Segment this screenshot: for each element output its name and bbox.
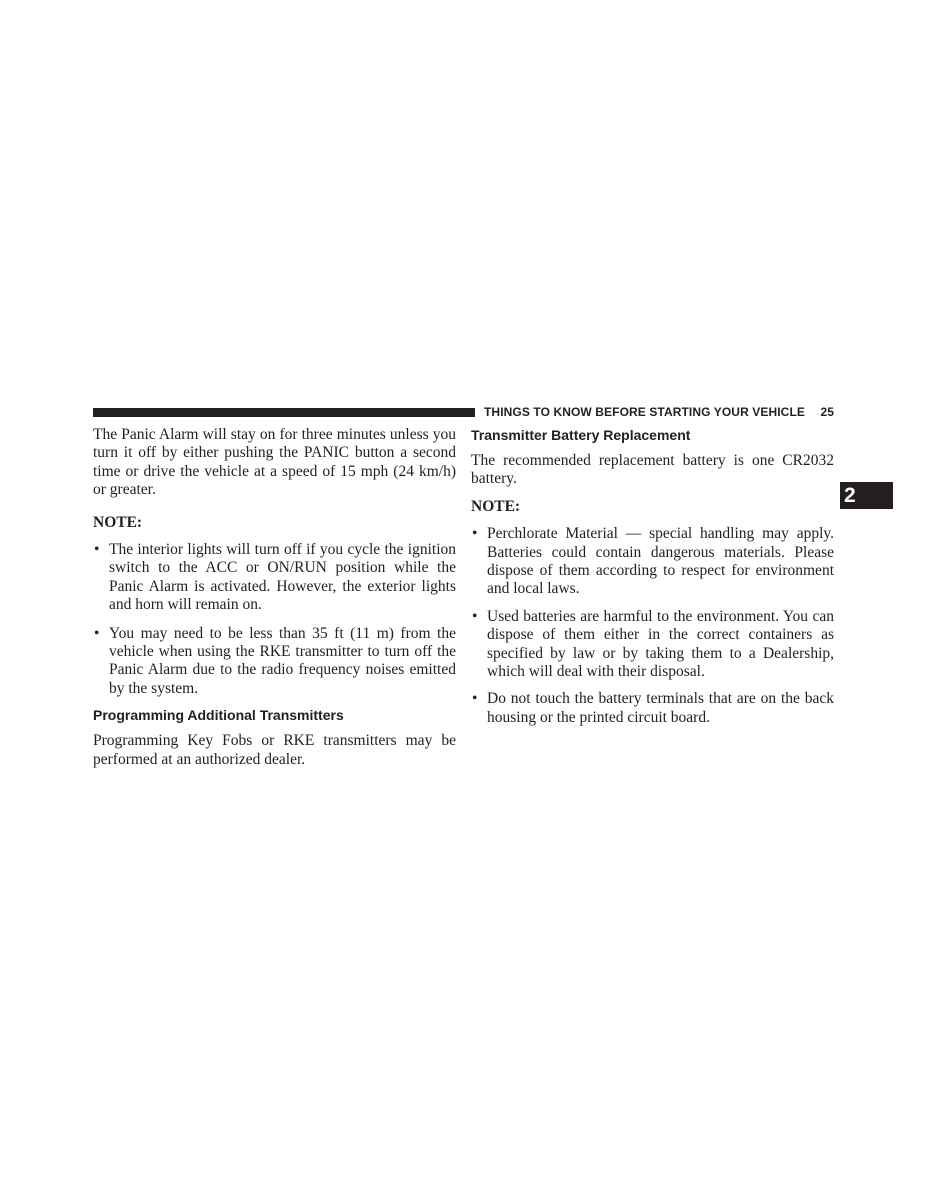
battery-paragraph: The recommended replacement battery is one CR2032 battery. — [471, 452, 834, 488]
bullet-icon: • — [472, 690, 478, 708]
list-item — [93, 625, 456, 699]
list-item — [471, 690, 834, 727]
chapter-tab: 2 — [840, 482, 893, 509]
bullet-icon: • — [472, 607, 478, 625]
programming-paragraph: Programming Key Fobs or RKE transmitters may be performed at an authorized dealer. — [93, 732, 456, 768]
list-item — [471, 525, 834, 599]
bullet-icon: • — [94, 541, 100, 559]
list-item-text: Used batteries are harmful to the environment. You can dispose of them either in the correct containers as specified by law or by taking them to a Dealership, which will deal with their disposal. — [487, 607, 834, 681]
right-column — [471, 426, 834, 727]
note-bullet-list — [93, 541, 456, 698]
list-item — [471, 608, 834, 682]
left-column — [93, 426, 456, 769]
panic-alarm-paragraph: The Panic Alarm will stay on for three minutes unless you turn it off by either pushing the PANIC button a second time or drive the vehicle at a speed of 15 mph (24 km/h) or greater. — [93, 426, 456, 499]
running-title: THINGS TO KNOW BEFORE STARTING YOUR VEHICLE — [484, 405, 805, 419]
note-label: NOTE: — [93, 513, 143, 531]
list-item — [93, 541, 456, 615]
bullet-icon: • — [472, 525, 478, 543]
list-item-text: Do not touch the battery terminals that are on the back housing or the printed circuit board. — [487, 690, 834, 726]
running-header — [484, 405, 834, 420]
section-heading: Programming Additional Transmitters — [93, 707, 344, 724]
header-rule-bar — [93, 408, 475, 417]
note-label: NOTE: — [471, 497, 521, 515]
list-item-text: The interior lights will turn off if you cycle the ignition switch to the ACC or ON/RUN position while the Panic Alarm is activated. However, the exterior lights and horn will remain on. — [109, 541, 456, 614]
section-heading: Transmitter Battery Replacement — [471, 427, 691, 443]
battery-bullet-list — [471, 525, 834, 727]
bullet-icon: • — [94, 624, 100, 642]
list-item-text: Perchlorate Material — special handling may apply. Batteries could contain dangerous materials. Please dispose of them according to respect for environment and local laws. — [487, 525, 834, 598]
page-number: 25 — [820, 405, 834, 419]
list-item-text: You may need to be less than 35 ft (11 m) from the vehicle when using the RKE transmitter to turn off the Panic Alarm due to the radio frequency noises emitted by the system. — [109, 624, 456, 697]
